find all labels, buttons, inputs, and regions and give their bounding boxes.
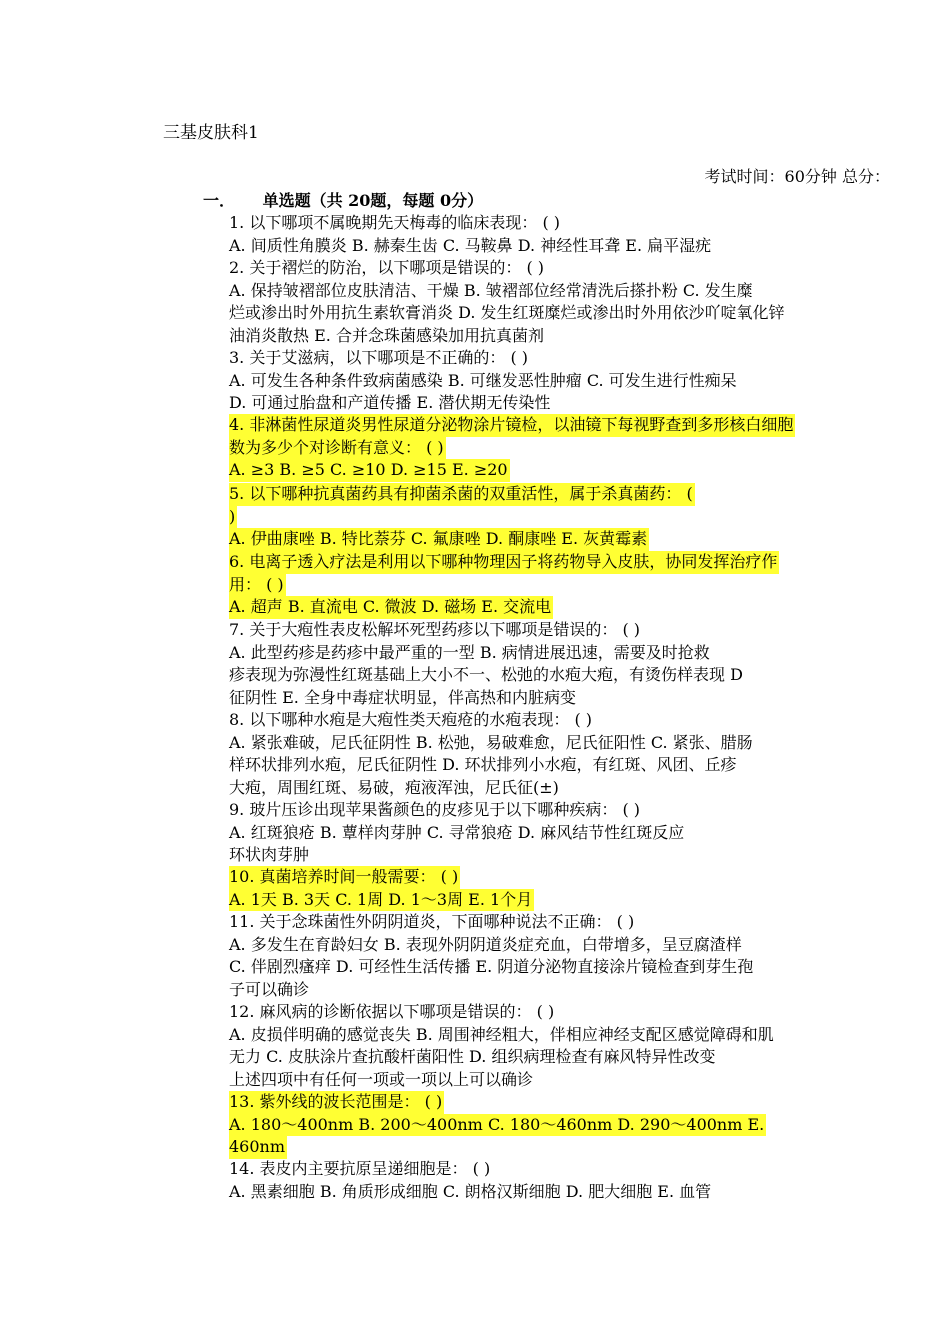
question-text: 12. 麻风病的诊断依据以下哪项是错误的： ( ) <box>229 1002 555 1021</box>
question-stem <box>229 483 919 506</box>
question-line <box>229 459 919 482</box>
question-text: 疹表现为弥漫性红斑基础上大小不一、松弛的水疱大疱，有烫伤样表现 D <box>229 665 743 684</box>
question-text: A. 超声 B. 直流电 C. 微波 D. 磁场 E. 交流电 <box>229 596 553 619</box>
question-line <box>229 280 919 303</box>
question-text: ) <box>229 506 237 529</box>
question-line <box>229 1114 919 1137</box>
question-stem <box>229 911 919 934</box>
question-text: 环状肉芽肿 <box>229 845 310 864</box>
question-text: 6. 电离子透入疗法是利用以下哪种物理因子将药物导入皮肤，协同发挥治疗作 <box>229 551 779 574</box>
question-text: 2. 关于褶烂的防治，以下哪项是错误的： ( ) <box>229 258 545 277</box>
question-stem <box>229 257 919 280</box>
question-stem <box>229 212 919 235</box>
question-stem <box>229 619 919 642</box>
question-text: A. 紧张难破，尼氏征阴性 B. 松弛，易破难愈，尼氏征阳性 C. 紧张、腊肠 <box>229 732 753 752</box>
question-text: 烂或渗出时外用抗生素软膏消炎 D. 发生红斑糜烂或渗出时外用依沙吖啶氧化锌 <box>229 303 785 322</box>
question-line <box>229 1181 919 1204</box>
question-text: A. 间质性角膜炎 B. 赫秦生齿 C. 马鞍鼻 D. 神经性耳聋 E. 扁平湿疣 <box>229 235 712 255</box>
question-stem <box>229 866 919 889</box>
section-title: 单选题（共 20题，每题 0分） <box>262 191 484 210</box>
question-q1 <box>229 212 919 257</box>
question-line <box>229 235 919 258</box>
question-text: C. 伴剧烈瘙痒 D. 可经性生活传播 E. 阴道分泌物直接涂片镜检查到芽生孢 <box>229 957 754 976</box>
question-text: 油消炎散热 E. 合并念珠菌感染加用抗真菌剂 <box>229 325 544 345</box>
question-text: 11. 关于念珠菌性外阴阴道炎，下面哪种说法不正确： ( ) <box>229 912 635 931</box>
question-line <box>229 1069 919 1092</box>
question-line <box>229 844 919 867</box>
question-text: A. 皮损伴明确的感觉丧失 B. 周围神经粗大，伴相应神经支配区感觉障碍和肌 <box>229 1024 774 1044</box>
question-q7 <box>229 619 919 709</box>
question-text: 大疱，周围红斑、易破，疱液浑浊，尼氏征(±) <box>229 777 559 797</box>
question-text: A. 伊曲康唑 B. 特比萘芬 C. 氟康唑 D. 酮康唑 E. 灰黄霉素 <box>229 528 649 551</box>
question-text: 无力 C. 皮肤涂片查抗酸杆菌阳性 D. 组织病理检查有麻风特异性改变 <box>229 1047 716 1066</box>
question-q8 <box>229 709 919 799</box>
question-text: 样环状排列水疱，尼氏征阴性 D. 环状排列小水疱，有红斑、风团、丘疹 <box>229 755 737 774</box>
question-line <box>229 934 919 957</box>
document-title: 三基皮肤科1 <box>163 123 259 143</box>
question-text: A. 180～400nm B. 200～400nm C. 180～460nm D. 290～400nm E. <box>229 1114 766 1137</box>
question-text: 14. 表皮内主要抗原呈递细胞是： ( ) <box>229 1159 491 1178</box>
question-text: 子可以确诊 <box>229 979 310 999</box>
question-stem <box>229 799 919 822</box>
question-text: A. 1天 B. 3天 C. 1周 D. 1～3周 E. 1个月 <box>229 889 534 912</box>
question-q9 <box>229 799 919 867</box>
question-text: 上述四项中有任何一项或一项以上可以确诊 <box>229 1069 534 1089</box>
question-line <box>229 1046 919 1069</box>
question-text: 7. 关于大疱性表皮松解坏死型药疹以下哪项是错误的： ( ) <box>229 620 641 639</box>
question-stem <box>229 709 919 732</box>
question-text: 460nm <box>229 1136 287 1159</box>
question-q12 <box>229 1001 919 1091</box>
question-line <box>229 302 919 325</box>
question-stem <box>229 551 919 574</box>
question-text: 13. 紫外线的波长范围是： ( ) <box>229 1091 444 1114</box>
question-text: A. 红斑狼疮 B. 蕈样肉芽肿 C. 寻常狼疮 D. 麻风结节性红斑反应 <box>229 822 685 842</box>
question-line <box>229 574 919 597</box>
exam-meta: 考试时间：60分钟 总分： <box>704 167 890 186</box>
question-line <box>229 325 919 348</box>
question-text: 征阴性 E. 全身中毒症状明显，伴高热和内脏病变 <box>229 687 576 707</box>
question-text: D. 可通过胎盘和产道传播 E. 潜伏期无传染性 <box>229 393 551 412</box>
question-line <box>229 642 919 665</box>
question-line <box>229 528 919 551</box>
question-line <box>229 777 919 800</box>
question-text: A. 此型药疹是药疹中最严重的一型 B. 病情进展迅速，需要及时抢救 <box>229 642 710 662</box>
question-text: 10. 真菌培养时间一般需要： ( ) <box>229 866 460 889</box>
question-text: 数为多少个对诊断有意义： ( ) <box>229 437 446 460</box>
question-text: A. 多发生在育龄妇女 B. 表现外阴阴道炎症充血，白带增多，呈豆腐渣样 <box>229 934 742 954</box>
question-q11 <box>229 911 919 1001</box>
question-q10 <box>229 866 919 911</box>
question-text: 用： ( ) <box>229 574 286 597</box>
question-text: 5. 以下哪种抗真菌药具有抑菌杀菌的双重活性，属于杀真菌药： ( <box>229 483 695 506</box>
question-text: A. 可发生各种条件致病菌感染 B. 可继发恶性肿瘤 C. 可发生进行性痴呆 <box>229 370 737 390</box>
question-q3 <box>229 347 919 415</box>
question-text: 9. 玻片压诊出现苹果酱颜色的皮疹见于以下哪种疾病： ( ) <box>229 800 641 819</box>
question-line <box>229 822 919 845</box>
question-line <box>229 1024 919 1047</box>
question-q13 <box>229 1091 919 1159</box>
question-text: A. 保持皱褶部位皮肤清洁、干燥 B. 皱褶部位经常清洗后搽扑粉 C. 发生糜 <box>229 280 753 300</box>
question-q5 <box>229 483 919 551</box>
question-q4 <box>229 414 919 482</box>
question-stem <box>229 347 919 370</box>
question-text: 4. 非淋菌性尿道炎男性尿道分泌物涂片镜检，以油镜下每视野查到多形核白细胞 <box>229 414 795 437</box>
question-line <box>229 754 919 777</box>
question-q14 <box>229 1158 919 1203</box>
question-stem <box>229 414 919 437</box>
question-stem <box>229 1091 919 1114</box>
question-stem <box>229 1158 919 1181</box>
question-q2 <box>229 257 919 347</box>
question-line <box>229 596 919 619</box>
question-line <box>229 392 919 415</box>
question-line <box>229 889 919 912</box>
section-heading <box>203 188 483 211</box>
question-text: 3. 关于艾滋病，以下哪项是不正确的： ( ) <box>229 348 529 367</box>
question-text: 1. 以下哪项不属晚期先天梅毒的临床表现： ( ) <box>229 213 561 232</box>
question-line <box>229 506 919 529</box>
question-line <box>229 687 919 710</box>
question-line <box>229 1136 919 1159</box>
question-stem <box>229 1001 919 1024</box>
question-line <box>229 979 919 1002</box>
question-q6 <box>229 551 919 619</box>
question-line <box>229 437 919 460</box>
question-text: 8. 以下哪种水疱是大疱性类天疱疮的水疱表现： ( ) <box>229 710 593 729</box>
question-line <box>229 956 919 979</box>
question-line <box>229 732 919 755</box>
section-number: 一． <box>203 191 236 210</box>
question-text: A. 黑素细胞 B. 角质形成细胞 C. 朗格汉斯细胞 D. 肥大细胞 E. 血管 <box>229 1181 712 1201</box>
question-text: A. ≥3 B. ≥5 C. ≥10 D. ≥15 E. ≥20 <box>229 459 510 482</box>
question-line <box>229 664 919 687</box>
question-line <box>229 370 919 393</box>
